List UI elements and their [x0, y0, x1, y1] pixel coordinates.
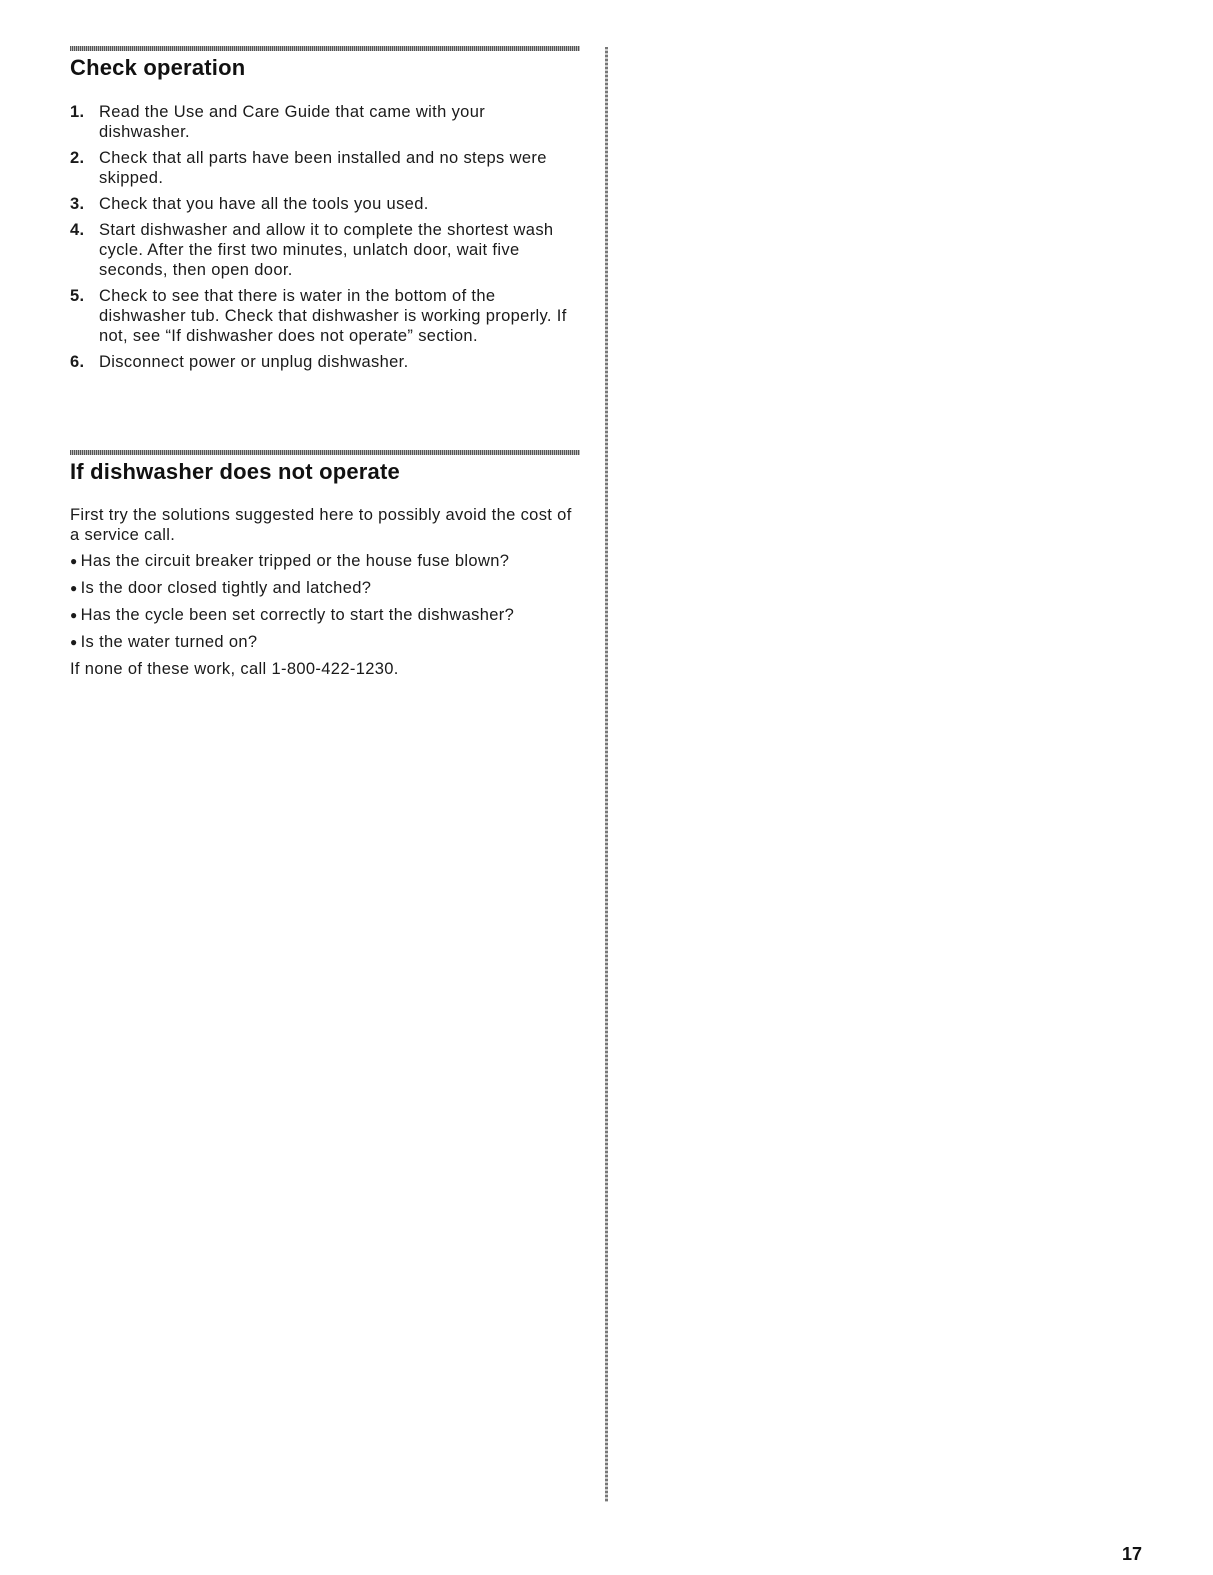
not-operate-section	[70, 450, 580, 679]
step-text: Disconnect power or unplug dishwasher.	[99, 353, 409, 371]
step-item	[70, 220, 580, 280]
list-item	[70, 551, 580, 571]
step-item	[70, 102, 580, 142]
page-number: 17	[1122, 1544, 1143, 1564]
list-item-text: Has the circuit breaker tripped or the house fuse blown?	[80, 552, 510, 570]
step-text: Check that all parts have been installed and no steps were skipped.	[99, 149, 547, 187]
bullet-icon: ●	[70, 608, 78, 622]
list-item-text: Is the water turned on?	[80, 633, 258, 651]
not-operate-intro: First try the solutions suggested here to possibly avoid the cost of a service call.	[70, 506, 572, 544]
column-divider	[605, 47, 608, 1502]
step-number: 5.	[70, 287, 85, 305]
step-number: 6.	[70, 353, 85, 371]
check-operation-heading: Check operation	[70, 55, 246, 80]
bullet-icon: ●	[70, 581, 78, 595]
step-item	[70, 148, 580, 188]
step-text: Start dishwasher and allow it to complete the shortest wash cycle. After the first two minutes, unlatch door, wait five seconds, then open door.	[99, 221, 554, 279]
step-item	[70, 352, 580, 372]
bullet-icon: ●	[70, 635, 78, 649]
step-number: 2.	[70, 149, 85, 167]
bullet-icon: ●	[70, 554, 78, 568]
list-item	[70, 605, 580, 625]
list-item-text: Has the cycle been set correctly to start the dishwasher?	[80, 606, 515, 624]
step-number: 3.	[70, 195, 85, 213]
step-number: 4.	[70, 221, 85, 239]
check-operation-steps	[70, 102, 580, 372]
step-number: 1.	[70, 103, 85, 121]
section-rule	[70, 450, 580, 455]
not-operate-heading: If dishwasher does not operate	[70, 459, 400, 484]
step-item	[70, 194, 580, 214]
list-item	[70, 578, 580, 598]
list-item-text: Is the door closed tightly and latched?	[80, 579, 372, 597]
section-rule	[70, 46, 580, 51]
step-text: Check that you have all the tools you used.	[99, 195, 429, 213]
check-operation-section	[70, 46, 580, 378]
step-text: Read the Use and Care Guide that came with your dishwasher.	[99, 103, 486, 141]
step-text: Check to see that there is water in the bottom of the dishwasher tub. Check that dishwasher is working properly. If not, see “If dishwasher does not operate” section.	[99, 287, 567, 345]
troubleshoot-list	[70, 551, 580, 652]
list-item	[70, 632, 580, 652]
not-operate-outro: If none of these work, call 1-800-422-1230.	[70, 660, 399, 678]
step-item	[70, 286, 580, 346]
